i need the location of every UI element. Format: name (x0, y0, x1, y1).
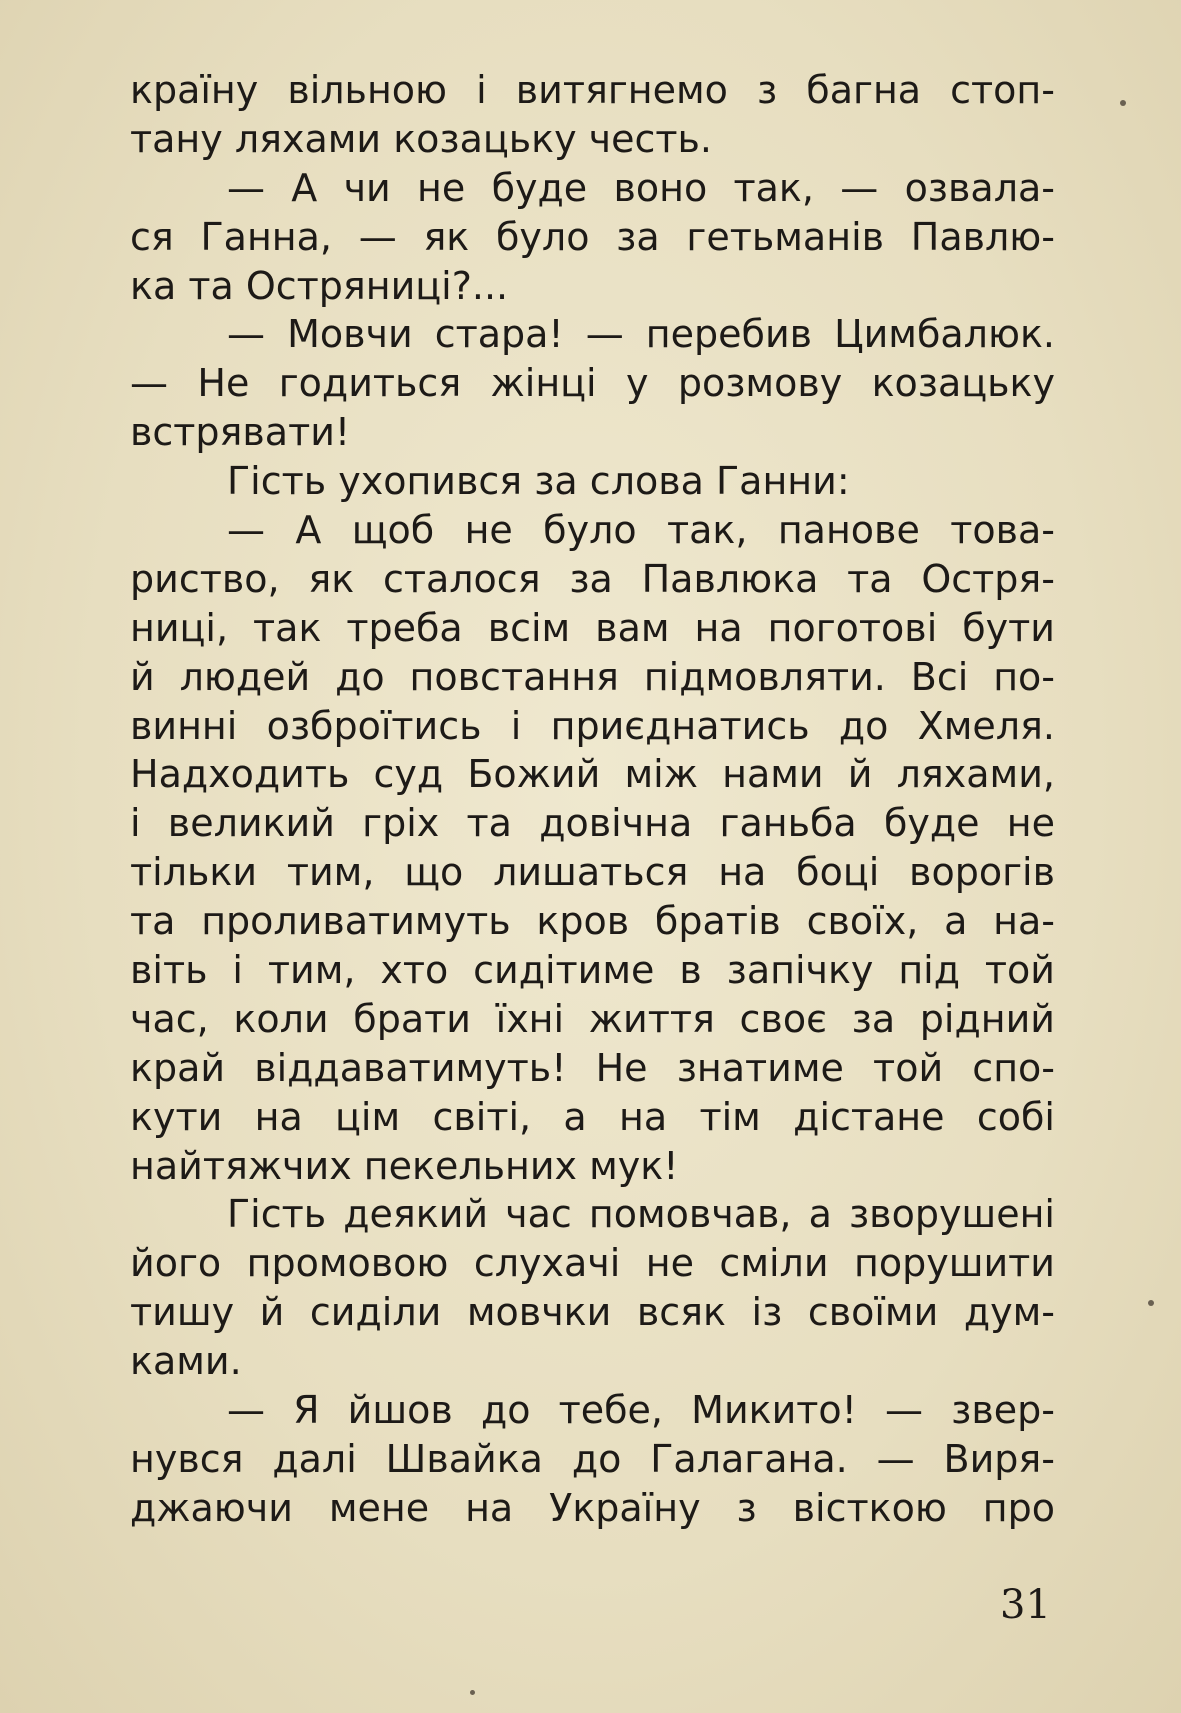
text-line: ками. (130, 1339, 242, 1384)
text-line: ка та Остряниці?... (130, 263, 509, 308)
text-line: — Я йшов до тебе, Микито! — звер- (227, 1388, 1055, 1433)
text-line: Гість ухопився за слова Ганни: (227, 459, 850, 504)
text-line: — Мовчи стара! — перебив Цимбалюк. (227, 312, 1055, 357)
text-line: тільки тим, що лишаться на боці ворогів (130, 850, 1055, 895)
text-line: час, коли брати їхні життя своє за рідний (130, 996, 1055, 1041)
text-line: його промовою слухачі не сміли порушити (130, 1241, 1055, 1286)
text-line: край віддаватимуть! Не знатиме той спо- (130, 1045, 1055, 1090)
text-line: винні озброїтись і приєднатись до Хмеля. (130, 703, 1055, 748)
text-line: встрявати! (130, 410, 351, 455)
text-line: джаючи мене на Україну з вісткою про (130, 1485, 1055, 1530)
text-line: кути на цім світі, а на тім дістане собі (130, 1094, 1055, 1139)
paper-speck (1120, 100, 1126, 106)
text-line: Гість деякий час помовчав, а зворушені (227, 1192, 1055, 1237)
page-body-text (130, 66, 1055, 1533)
text-line: нувся далі Швайка до Галагана. — Виря- (130, 1436, 1055, 1481)
text-line: ся Ганна, — як було за гетьманів Павлю- (130, 214, 1055, 259)
text-line: найтяжчих пекельних мук! (130, 1143, 679, 1188)
text-line: — А щоб не було так, панове това- (227, 508, 1055, 553)
text-line: Надходить суд Божий між нами й ляхами, (130, 752, 1055, 797)
text-line: й людей до повстання підмовляти. Всі по- (130, 654, 1055, 699)
paper-speck (470, 1690, 475, 1695)
text-line: ниці, так треба всім вам на поготові бути (130, 605, 1055, 650)
text-line: та проливатимуть кров братів своїх, а на- (130, 899, 1055, 944)
text-line: — А чи не буде воно так, — озвала- (227, 165, 1055, 210)
text-line: і великий гріх та довічна ганьба буде не (130, 801, 1055, 846)
text-line: віть і тим, хто сидітиме в запічку під той (130, 948, 1055, 993)
text-line: країну вільною і витягнемо з багна стоп- (130, 68, 1055, 112)
text-line: тану ляхами козацьку честь. (130, 116, 713, 161)
text-line: риство, як сталося за Павлюка та Остря- (130, 556, 1055, 601)
text-line: — Не годиться жінці у розмову козацьку (130, 361, 1055, 406)
paper-speck (1148, 1300, 1154, 1306)
page-number: 31 (1000, 1582, 1051, 1628)
text-line: тишу й сиділи мовчки всяк із своїми дум- (130, 1290, 1055, 1335)
